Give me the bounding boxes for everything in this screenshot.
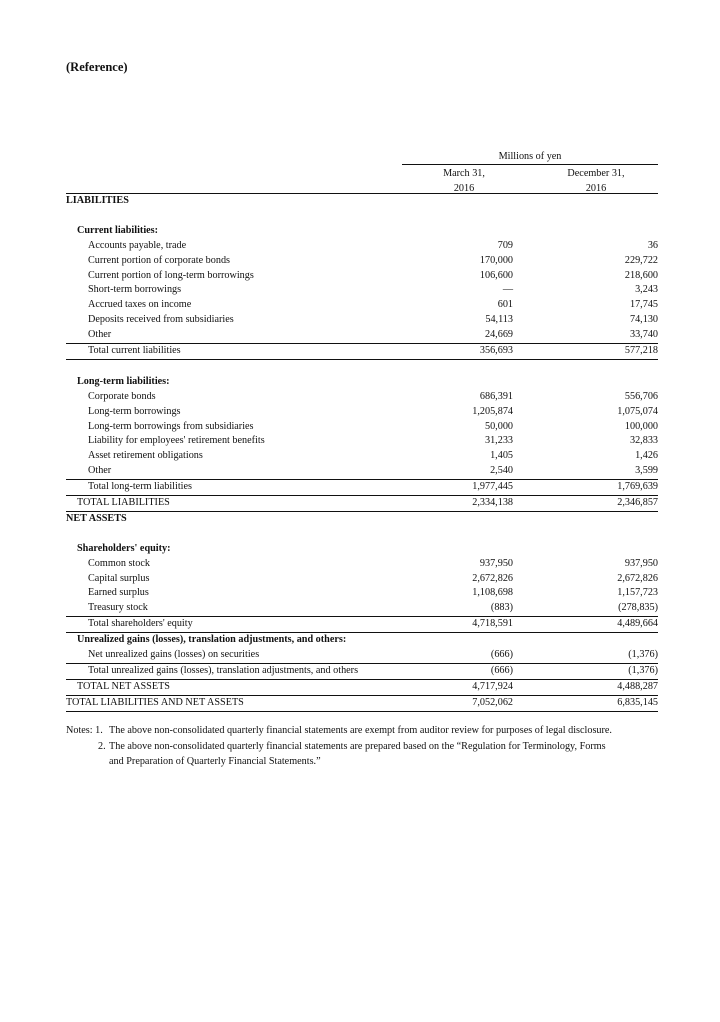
notes: [66, 723, 666, 770]
value-march: 2,672,826: [472, 572, 513, 584]
note-2-text-line1: The above non-consolidated quarterly financial statements are prepared based on the “Regulation for Terminology, Forms: [109, 740, 606, 752]
section-title: NET ASSETS: [66, 512, 127, 524]
value-march: 54,113: [485, 314, 513, 326]
subsection-current-liabilities: [66, 224, 658, 239]
value-december: 1,769,639: [617, 481, 658, 493]
value-december: 17,745: [629, 299, 658, 311]
table-row: [66, 313, 658, 328]
value-march: 601: [497, 299, 513, 311]
subsection-title: Shareholders' equity:: [77, 542, 171, 554]
row-label: Short-term borrowings: [88, 284, 182, 296]
value-december: (278,835): [618, 602, 658, 614]
value-march: 2,540: [490, 465, 513, 477]
table-row: [66, 601, 658, 616]
subsection-shareholders-equity: [66, 542, 658, 557]
column-header-march-year: 2016: [453, 183, 475, 194]
table-row: [66, 557, 658, 572]
column-header-march-month: March 31,: [443, 168, 485, 179]
row-label: Accrued taxes on income: [88, 299, 192, 311]
table-row: [66, 586, 658, 601]
row-label: Deposits received from subsidiaries: [88, 314, 234, 326]
spacer: [66, 360, 658, 375]
table-row: [66, 390, 658, 405]
value-december: 2,672,826: [617, 572, 658, 584]
column-header-march: [394, 166, 534, 196]
table-row: [66, 648, 658, 663]
total-liabilities-row: [66, 496, 658, 512]
row-label: Other: [88, 329, 112, 341]
value-march: 24,669: [484, 329, 513, 341]
subsection-title: Long-term liabilities:: [77, 375, 170, 387]
table-row: [66, 405, 658, 420]
value-december: 2,346,857: [617, 497, 658, 509]
value-december: (1,376): [628, 664, 658, 676]
section-title: LIABILITIES: [66, 195, 129, 206]
unit-label: Millions of yen: [498, 151, 562, 162]
value-march: 7,052,062: [472, 696, 513, 708]
value-december: 229,722: [624, 254, 658, 266]
value-march: 106,600: [479, 269, 513, 281]
row-label: Current portion of long-term borrowings: [88, 269, 254, 281]
table-row: [66, 328, 658, 343]
unit-rule: [402, 164, 658, 165]
row-label: Capital surplus: [88, 572, 150, 584]
value-march: 709: [497, 239, 513, 251]
subsection-title: Current liabilities:: [77, 224, 159, 236]
row-label: Earned surplus: [88, 587, 149, 599]
value-march: (666): [490, 664, 513, 676]
value-march: 1,405: [490, 450, 513, 462]
total-row: [66, 479, 658, 496]
row-label: Net unrealized gains (losses) on securities: [88, 649, 260, 661]
table-row: [66, 434, 658, 449]
value-march: 31,233: [484, 435, 513, 447]
value-december: 218,600: [624, 269, 658, 281]
value-march: 1,977,445: [472, 481, 513, 493]
row-label: Total current liabilities: [88, 345, 181, 357]
table-row: [66, 464, 658, 479]
note-2: [66, 739, 666, 755]
subsection-title: Unrealized gains (losses), translation adjustments, and others:: [77, 634, 347, 646]
value-march: 1,108,698: [472, 587, 513, 599]
value-march: 4,717,924: [472, 680, 513, 692]
table-row: [66, 254, 658, 269]
row-label: Corporate bonds: [88, 390, 156, 402]
note-prefix-2: 2.: [98, 740, 106, 752]
value-december: 100,000: [624, 420, 658, 432]
row-label: Long-term borrowings: [88, 405, 181, 417]
total-row: [66, 343, 658, 360]
table-row: [66, 449, 658, 464]
value-march: —: [502, 284, 513, 296]
row-label: Total long-term liabilities: [88, 481, 192, 493]
value-march: 2,334,138: [472, 497, 513, 509]
value-december: 32,833: [629, 435, 658, 447]
value-december: 1,157,723: [617, 587, 658, 599]
value-december: 6,835,145: [617, 696, 658, 708]
value-december: 4,488,287: [617, 680, 658, 692]
row-label: Total shareholders' equity: [88, 618, 193, 630]
value-december: 33,740: [629, 329, 658, 341]
row-label: TOTAL LIABILITIES AND NET ASSETS: [66, 696, 244, 708]
total-row: [66, 663, 658, 680]
total-row: [66, 616, 658, 633]
table-row: [66, 239, 658, 254]
note-prefix: Notes: 1.: [66, 725, 103, 736]
table-row: [66, 298, 658, 313]
column-header-december: [526, 166, 666, 196]
value-december: 4,489,664: [617, 618, 658, 630]
value-march: (666): [490, 649, 513, 661]
row-label: TOTAL NET ASSETS: [77, 680, 170, 692]
row-label: Other: [88, 465, 112, 477]
row-label: Common stock: [88, 557, 150, 569]
table-row: [66, 572, 658, 587]
value-march: 50,000: [484, 420, 513, 432]
table-row: [66, 283, 658, 298]
spacer: [66, 209, 658, 224]
value-march: 356,693: [479, 345, 513, 357]
section-liabilities: [66, 194, 658, 209]
row-label: Liability for employees' retirement benefits: [88, 435, 265, 447]
note-1: [66, 723, 666, 739]
value-march: 1,205,874: [472, 405, 513, 417]
value-december: 1,426: [635, 450, 658, 462]
value-march: 170,000: [479, 254, 513, 266]
value-december: 937,950: [624, 557, 658, 569]
value-december: 556,706: [624, 390, 658, 402]
row-label: Accounts payable, trade: [88, 239, 187, 251]
column-header-december-year: 2016: [585, 183, 607, 194]
row-label: Treasury stock: [88, 602, 148, 614]
value-december: 36: [647, 239, 658, 251]
value-march: (883): [490, 602, 513, 614]
subsection-long-term-liabilities: [66, 375, 658, 390]
grand-total-row: [66, 696, 658, 712]
table-row: [66, 269, 658, 284]
value-december: 577,218: [624, 345, 658, 357]
value-march: 4,718,591: [472, 618, 513, 630]
value-december: 3,243: [635, 284, 658, 296]
total-net-assets-row: [66, 680, 658, 696]
section-net-assets: [66, 512, 658, 527]
row-label: Total unrealized gains (losses), translation adjustments, and others: [88, 664, 359, 676]
unit-header: [402, 150, 658, 165]
value-december: 74,130: [629, 314, 658, 326]
subsection-unrealized-gains: [66, 633, 658, 648]
value-march: 937,950: [479, 557, 513, 569]
row-label: Current portion of corporate bonds: [88, 254, 231, 266]
note-2-continuation: [66, 754, 666, 770]
spacer: [66, 527, 658, 542]
row-label: Long-term borrowings from subsidiaries: [88, 420, 254, 432]
column-header-december-month: December 31,: [567, 168, 625, 179]
note-1-text: The above non-consolidated quarterly financial statements are exempt from auditor review for purposes of legal disclosure.: [109, 725, 612, 736]
note-2-text-line2: and Preparation of Quarterly Financial Statements.”: [109, 756, 321, 767]
row-label: Asset retirement obligations: [88, 450, 203, 462]
value-march: 686,391: [479, 390, 513, 402]
page-heading: (Reference): [66, 60, 128, 74]
balance-sheet-table: [66, 193, 658, 712]
value-december: (1,376): [628, 649, 658, 661]
table-row: [66, 420, 658, 435]
row-label: TOTAL LIABILITIES: [77, 497, 170, 509]
value-december: 3,599: [635, 465, 658, 477]
value-december: 1,075,074: [617, 405, 658, 417]
